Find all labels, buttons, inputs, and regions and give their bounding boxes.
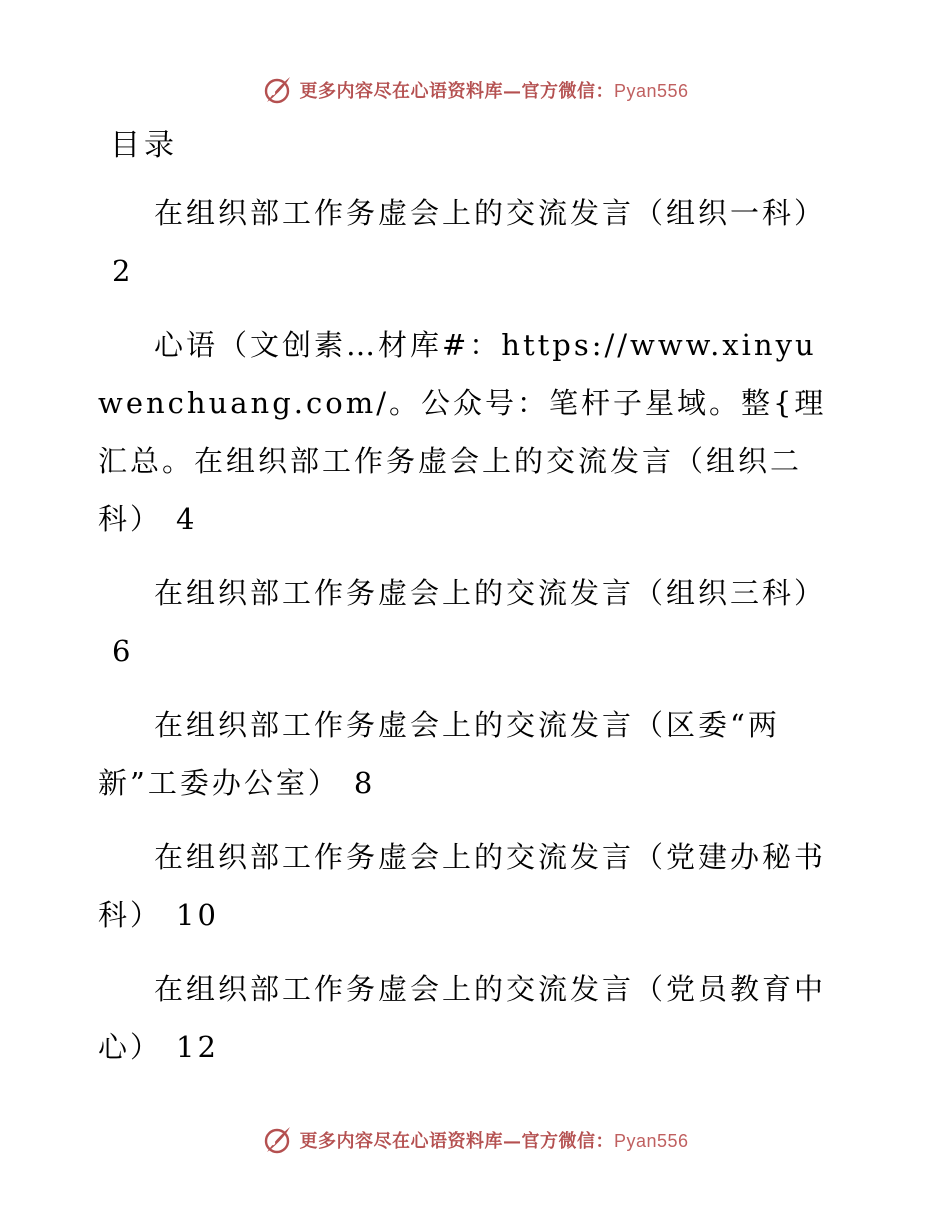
toc-entry[interactable] (98, 184, 838, 300)
banner-text: 更多内容尽在心语资料库—官方微信：Pyan556 (299, 1131, 689, 1152)
wechat-handle: Pyan556 (613, 81, 689, 101)
document-body (98, 120, 838, 1092)
toc-page-number: 12 (176, 1030, 219, 1064)
toc-entry-text: 在组织部工作务虚会上的交流发言（组织一科） (154, 196, 827, 230)
toc-entry[interactable] (98, 960, 838, 1076)
toc-page-number: 6 (112, 634, 134, 668)
toc-page-number: 10 (176, 898, 219, 932)
toc-entry[interactable] (98, 316, 838, 548)
toc-entry-text: 心语（文创素…材库#：https://www.xinyuwenchuang.com/。公众号：笔杆子星域。整{理汇总。在组织部工作务虚会上的交流发言（组织二科） (98, 328, 827, 536)
toc-entry[interactable] (98, 828, 838, 944)
toc-entry[interactable] (98, 696, 838, 812)
toc-entry[interactable] (98, 564, 838, 680)
toc-page-number: 2 (112, 254, 134, 288)
toc-entry-text: 在组织部工作务虚会上的交流发言（组织三科） (154, 576, 827, 610)
toc-page-number: 8 (353, 766, 376, 800)
toc-page-number: 4 (176, 502, 198, 536)
toc-entry-text: 在组织部工作务虚会上的交流发言（党建办秘书科） (98, 840, 827, 932)
header-banner (0, 70, 950, 110)
quill-logo-icon (261, 74, 293, 106)
toc-title: 目录 (110, 128, 178, 163)
toc-entry-text: 在组织部工作务虚会上的交流发言（党员教育中心） (98, 972, 827, 1064)
footer-banner (0, 1120, 950, 1160)
wechat-handle: Pyan556 (613, 1131, 689, 1151)
banner-text: 更多内容尽在心语资料库—官方微信：Pyan556 (299, 81, 689, 102)
quill-logo-icon (261, 1124, 293, 1156)
toc-entry-text: 在组织部工作务虚会上的交流发言（区委“两新”工委办公室） (98, 708, 780, 800)
